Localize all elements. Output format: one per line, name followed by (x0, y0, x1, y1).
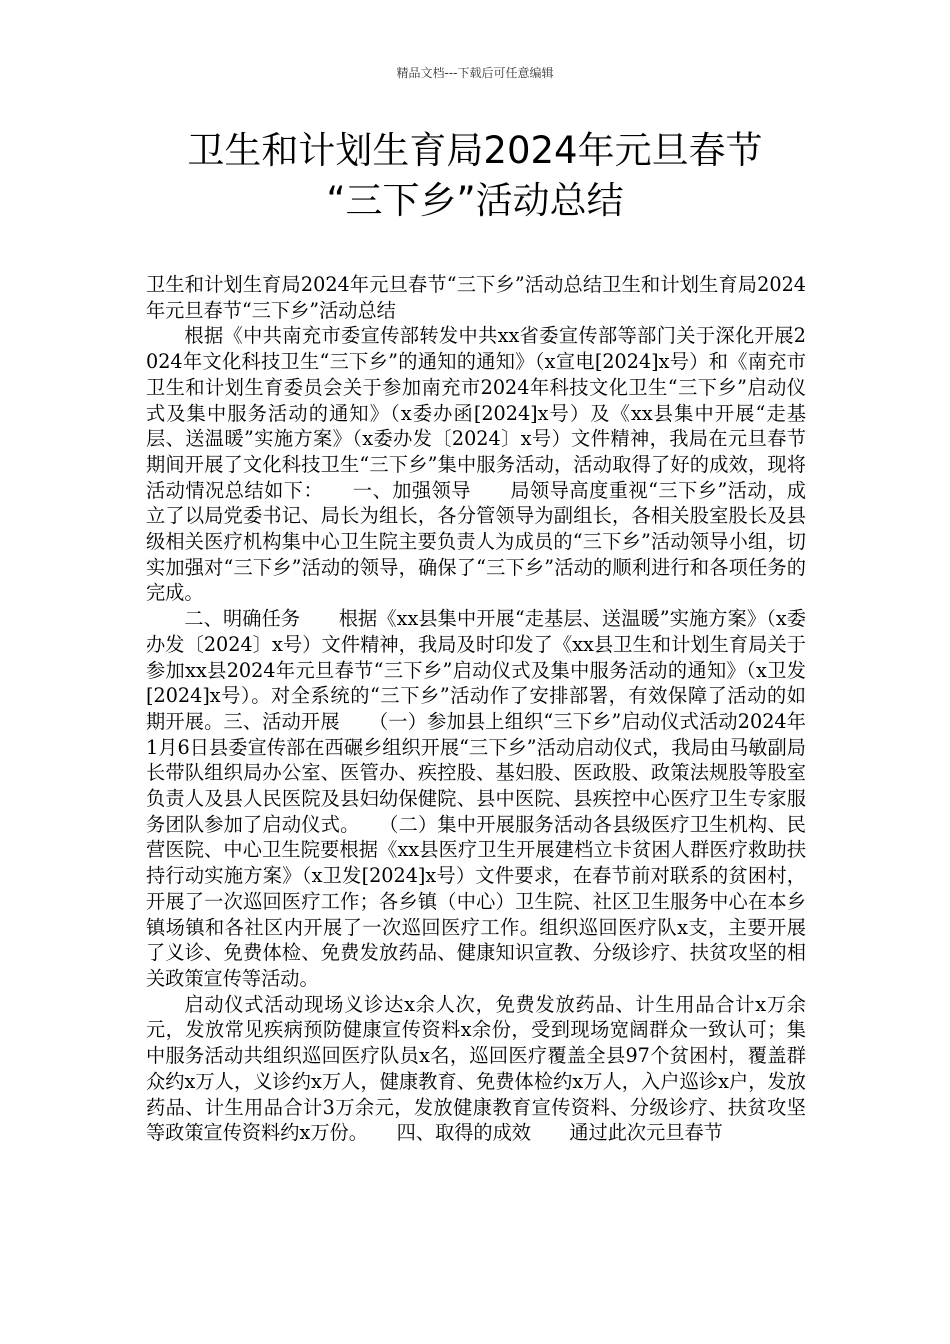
body-paragraph-3: 二、明确任务 根据《xx县集中开展“走基层、送温暖”实施方案》（x委办发〔2024〕x号）文件精神，我局及时印发了《xx县卫生和计划生育局关于参加xx县2024年元旦春节“三下乡”启动仪式及集中服务活动的通知》（x卫发[2024]x号）。对全系统的“三下乡”活动作了安排部署，有效保障了活动的如期开展。三、活动开展 （一）参加县上组织“三下乡”启动仪式活动2024年1月6日县委宣传部在西碾乡组织开展“三下乡”活动启动仪式，我局由马敏副局长带队组织局办公室、医管办、疾控股、基妇股、医政股、政策法规股等股室负责人及县人民医院及县妇幼保健院、县中医院、县疾控中心医疗卫生专家服务团队参加了启动仪式。 （二）集中开展服务活动各县级医疗卫生机构、民营医院、中心卫生院要根据《xx县医疗卫生开展建档立卡贫困人群医疗救助扶持行动实施方案》（x卫发[2024]x号）文件要求，在春节前对联系的贫困村，开展了一次巡回医疗工作；各乡镇（中心）卫生院、社区卫生服务中心在本乡镇场镇和各社区内开展了一次巡回医疗工作。组织巡回医疗队x支，主要开展了义诊、免费体检、免费发放药品、健康知识宣教、分级诊疗、扶贫攻坚的相关政策宣传等活动。 (146, 607, 806, 990)
title-line-2: “三下乡”活动总结 (326, 179, 624, 222)
document-title (100, 126, 850, 226)
body-paragraph-4: 启动仪式活动现场义诊达x余人次，免费发放药品、计生用品合计x万余元，发放常见疾病预防健康宣传资料x余份，受到现场宽阔群众一致认可；集中服务活动共组织巡回医疗队员x名，巡回医疗覆盖全县97个贫困村，覆盖群众约x万人，义诊约x万人，健康教育、免费体检约x万人，入户巡诊x户，发放药品、计生用品合计3万余元，发放健康教育宣传资料、分级诊疗、扶贫攻坚等政策宣传资料约x万份。 四、取得的成效 通过此次元旦春节 (146, 992, 806, 1145)
page-header: 精品文档---下载后可任意编辑 (396, 66, 554, 80)
title-line-1: 卫生和计划生育局2024年元旦春节 (187, 129, 763, 172)
body-paragraph-2: 根据《中共南充市委宣传部转发中共xx省委宣传部等部门关于深化开展2024年文化科技卫生“三下乡”的通知的通知》（x宣电[2024]x号）和《南充市卫生和计划生育委员会关于参加南充市2024年科技文化卫生“三下乡”启动仪式及集中服务活动的通知》（x委办函[2024]x号）及《xx县集中开展“走基层、送温暖”实施方案》（x委办发〔2024〕x号）文件精神，我局在元旦春节期间开展了文化科技卫生“三下乡”集中服务活动，活动取得了好的成效，现将活动情况总结如下： 一、加强领导 局领导高度重视“三下乡”活动，成立了以局党委书记、局长为组长，各分管领导为副组长，各相关股室股长及县级相关医疗机构集中心卫生院主要负责人为成员的“三下乡”活动领导小组，切实加强对“三下乡”活动的领导，确保了“三下乡”活动的顺利进行和各项任务的完成。 (146, 324, 806, 605)
body-paragraph-1: 卫生和计划生育局2024年元旦春节“三下乡”活动总结卫生和计划生育局2024年元旦春节“三下乡”活动总结 (146, 273, 806, 322)
document-body (146, 272, 806, 1146)
